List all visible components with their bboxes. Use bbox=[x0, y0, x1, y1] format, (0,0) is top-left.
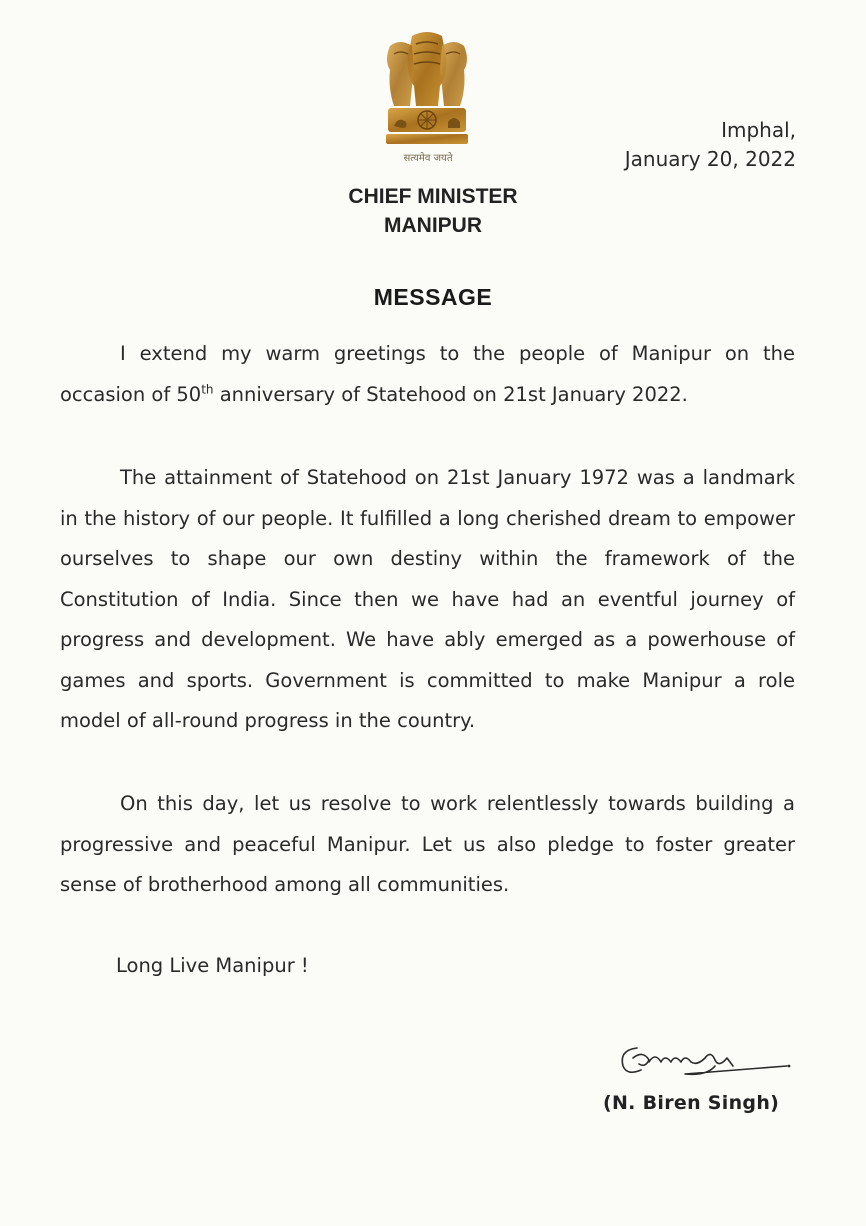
place-date-block bbox=[625, 116, 796, 174]
paragraph-greeting-text: I extend my warm greetings to the people of Manipur on the occasion of 50 bbox=[60, 342, 795, 406]
paragraph-greeting bbox=[60, 334, 795, 415]
office-title bbox=[0, 182, 866, 240]
closing-line: Long Live Manipur ! bbox=[116, 954, 309, 977]
ordinal-suffix: th bbox=[201, 382, 214, 396]
signatory-name: (N. Biren Singh) bbox=[603, 1092, 780, 1114]
office-state: MANIPUR bbox=[384, 214, 482, 237]
office-designation: CHIEF MINISTER bbox=[348, 185, 518, 208]
paragraph-history: The attainment of Statehood on 21st January 1972 was a landmark in the history of our people. It fulfilled a long cherished dream to empower ourselves to shape our own destiny within the framework of the Constitution of India. Since then we have had an eventful journey of progress and development. We have ably emerged as a powerhouse of games and sports. Government is committed to make Manipur a role model of all-round progress in the country. bbox=[60, 466, 795, 732]
page-title: MESSAGE bbox=[373, 284, 493, 310]
emblem-motto: सत्यमेव जयते bbox=[403, 153, 453, 164]
date: January 20, 2022 bbox=[624, 147, 796, 171]
place: Imphal, bbox=[721, 118, 796, 142]
paragraph-resolve: On this day, let us resolve to work relentlessly towards building a progressive and peaceful Manipur. Let us also pledge to foster greater sense of brotherhood among all communities. bbox=[60, 792, 795, 896]
handwritten-signature bbox=[615, 1036, 795, 1084]
ashoka-lion-capital-emblem-icon bbox=[382, 30, 472, 148]
paragraph-greeting-text-end: anniversary of Statehood on 21st January 2022. bbox=[213, 382, 688, 406]
